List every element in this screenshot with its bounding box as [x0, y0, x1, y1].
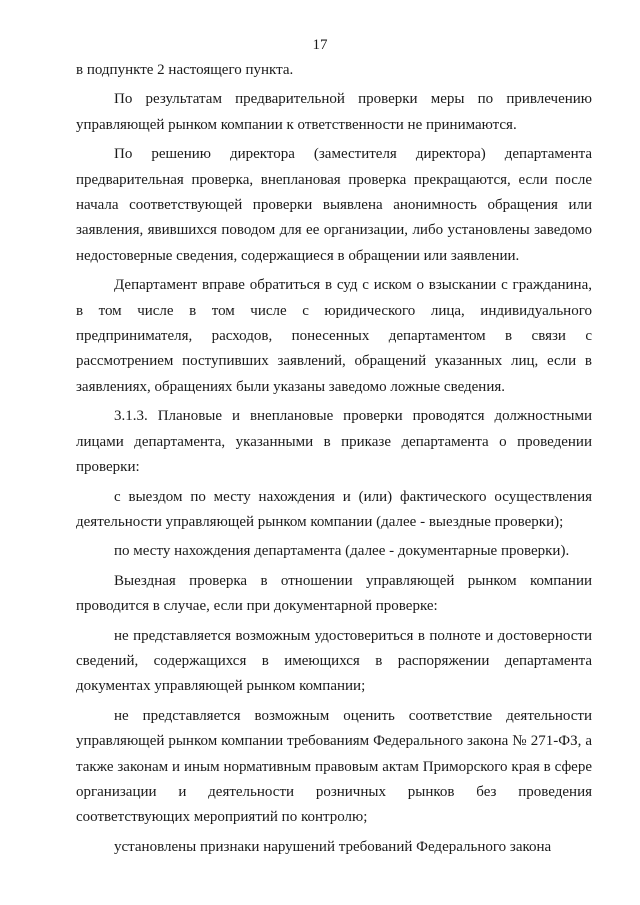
paragraph-check-termination: По решению директора (заместителя директора) департамента предварительная проверка, внеплановая проверка прекращаются, если после начала соответствующей проверки выявлена анонимность обращения или заявления, явившихся поводом для ее организации, либо установлены заведомо недостоверные сведения, содержащиеся в обращении или заявлении. — [76, 146, 592, 264]
paragraph-court-claim: Департамент вправе обратиться в суд с иском о взыскании с гражданина, в том числе в том числе с юридического лица, индивидуального предпринимателя, расходов, понесенных департаментом в связи с рассмотрением поступивших заявлений, обращений указанных лиц, если в заявлениях, обращениях были указаны заведомо ложные сведения. — [76, 277, 592, 395]
paragraph-section-3-1-3: 3.1.3. Плановые и внеплановые проверки проводятся должностными лицами департамента, указанными в приказе департамента о проведении проверки: — [76, 408, 592, 476]
document-body — [76, 58, 592, 860]
paragraph-continuation: в подпункте 2 настоящего пункта. — [76, 62, 294, 78]
paragraph-documentary-checks: по месту нахождения департамента (далее - документарные проверки). — [114, 543, 570, 560]
paragraph-condition-completeness: не представляется возможным удостовериться в полноте и достоверности сведений, содержащихся в имеющихся в распоряжении департамента документах управляющей рынком компании; — [76, 627, 592, 695]
page-number: 17 — [312, 37, 328, 53]
paragraph-preliminary-check-result: По результатам предварительной проверки меры по привлечению управляющей рынком компании к ответственности не принимаются. — [76, 91, 592, 133]
paragraph-onsite-check-conditions: Выездная проверка в отношении управляющей рынком компании проводится в случае, если при документарной проверке: — [76, 572, 592, 615]
paragraph-condition-violations: установлены признаки нарушений требований Федерального закона — [114, 838, 552, 855]
paragraph-condition-compliance: не представляется возможным оценить соответствие деятельности управляющей рынком компании требованиям Федерального закона № 271-ФЗ, а также законам и иным нормативным правовым актам Приморского края в сфере организации и деятельности розничных рынков без проведения соответствующих мероприятий по контролю; — [76, 707, 592, 826]
paragraph-onsite-checks: с выездом по месту нахождения и (или) фактического осуществления деятельности управляющей рынком компании (далее - выездные проверки); — [76, 488, 592, 530]
